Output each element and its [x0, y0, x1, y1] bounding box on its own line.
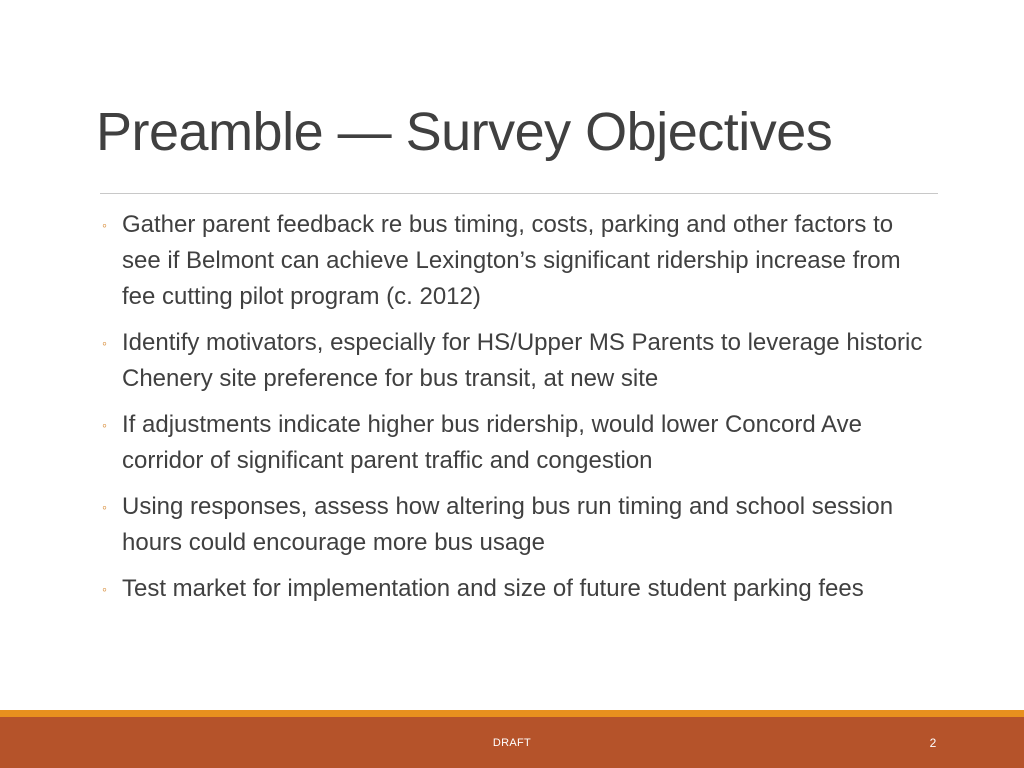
bullet-text: If adjustments indicate higher bus ridership, would lower Concord Ave corridor of significant parent traffic and congestion: [122, 411, 862, 474]
bullet-circle-icon: ◦: [102, 335, 107, 351]
bullet-item: [102, 407, 938, 479]
bullet-text: Gather parent feedback re bus timing, costs, parking and other factors to see if Belmont can achieve Lexington’s significant ridership increase from fee cutting pilot program (c. 2012): [122, 211, 901, 310]
bullet-circle-icon: ◦: [102, 417, 107, 433]
bullet-circle-icon: ◦: [102, 581, 107, 597]
slide-title: Preamble — Survey Objectives: [96, 102, 833, 162]
page-number: 2: [929, 736, 937, 750]
bullet-item: [102, 489, 938, 561]
footer-draft-label: DRAFT: [492, 737, 532, 749]
title-divider: [100, 193, 938, 194]
bullet-item: [102, 207, 938, 315]
bullet-item: [102, 571, 938, 607]
bullet-item: [102, 325, 938, 397]
bullet-circle-icon: ◦: [102, 499, 107, 515]
bullet-text: Test market for implementation and size of future student parking fees: [122, 575, 864, 602]
footer-accent-stripe: [0, 710, 1024, 717]
bullet-text: Using responses, assess how altering bus run timing and school session hours could encourage more bus usage: [122, 493, 894, 556]
bullet-text: Identify motivators, especially for HS/Upper MS Parents to leverage historic Chenery site preference for bus transit, at new site: [122, 329, 923, 392]
footer-bar: [0, 717, 1024, 768]
bullet-circle-icon: ◦: [102, 217, 107, 233]
bullet-list: [102, 207, 938, 617]
